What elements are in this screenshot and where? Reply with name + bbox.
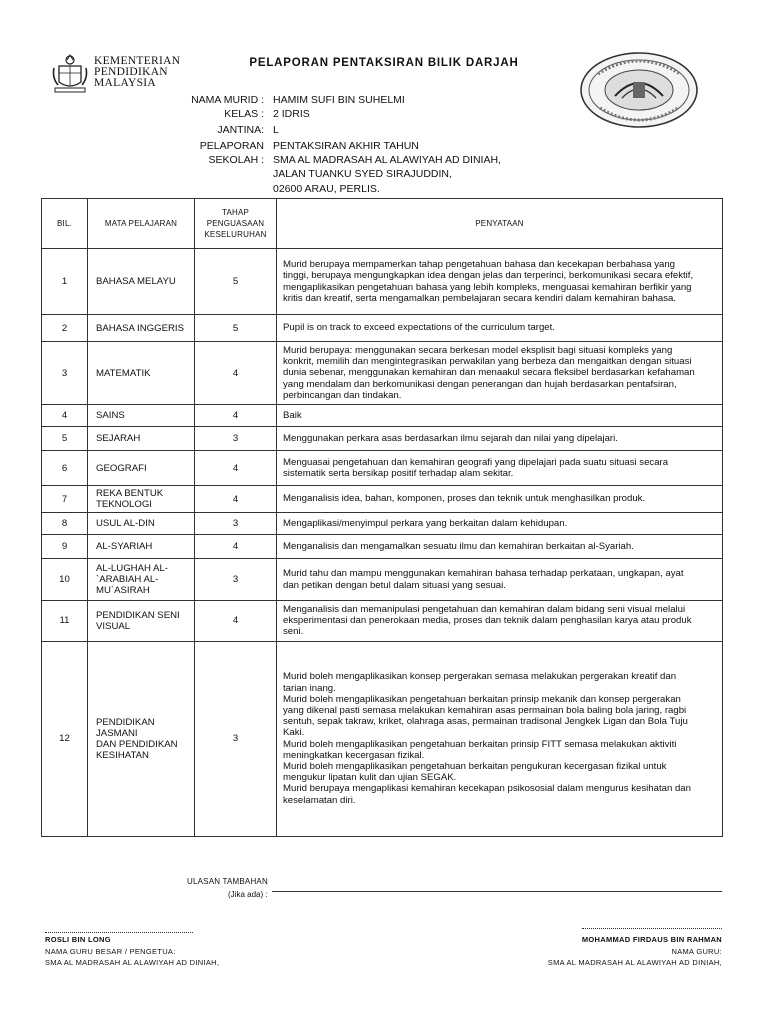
table-row: [42, 249, 723, 315]
statement: [277, 315, 723, 342]
statement-line: Menguasai pengetahuan dan kemahiran geografi yang dipelajari pada suatu situasi secara: [283, 456, 669, 468]
statement-line: Pupil is on track to exceed expectations of the curriculum target.: [283, 322, 555, 334]
teacher-signature-line: [582, 928, 722, 929]
statement-line: Kaki.: [283, 727, 305, 739]
subject-name: [88, 641, 195, 836]
teacher-school: SMA AL MADRASAH AL ALAWIYAH AD DINIAH,: [547, 958, 722, 967]
statement: [277, 559, 723, 601]
subject-name-line: JASMANI: [96, 727, 138, 739]
statement: [277, 641, 723, 836]
subject-name-line: MATEMATIK: [96, 367, 151, 379]
row-number: 7: [42, 486, 88, 513]
statement: [277, 486, 723, 513]
statement: [277, 342, 723, 405]
student-name: HAMIM SUFI BIN SUHELMI: [273, 94, 405, 106]
statement: [277, 405, 723, 427]
statement-line: perbincangan dan tindakan.: [283, 389, 402, 401]
report-type-label: PELAPORAN: [199, 140, 264, 152]
student-name-label: NAMA MURID :: [191, 94, 264, 106]
statement-line: Murid boleh mengaplikasikan pengetahuan berkaitan prinsip mekanik dan konsep pergerakan: [283, 693, 681, 705]
header-level: TAHAP PENGUASAAN KESELURUHAN: [195, 199, 277, 249]
statement: [277, 535, 723, 559]
student-name-row: [0, 94, 768, 108]
mastery-level: 3: [195, 427, 277, 451]
school-label: SEKOLAH :: [208, 154, 264, 166]
mastery-level: 3: [195, 513, 277, 535]
subject-name-line: BAHASA INGGERIS: [96, 322, 184, 334]
principal-role: NAMA GURU BESAR / PENGETUA:: [45, 947, 176, 956]
subject-name: [88, 513, 195, 535]
subject-name-line: TEKNOLOGI: [96, 499, 152, 511]
ministry-name: KEMENTERIAN PENDIDIKAN MALAYSIA: [94, 55, 181, 89]
subject-name: [88, 451, 195, 486]
subject-name: [88, 601, 195, 642]
additional-remarks-note: (Jika ada) :: [228, 890, 268, 899]
subject-name: [88, 342, 195, 405]
subject-name: [88, 315, 195, 342]
class-row: [0, 108, 768, 122]
row-number: 11: [42, 601, 88, 642]
subject-name-line: SEJARAH: [96, 433, 141, 445]
table-row: [42, 559, 723, 601]
table-row: [42, 427, 723, 451]
statement-line: sentuh, sepak takraw, kriket, olahraga asas, permainan tradisonal Jengkek Ligan dan Bola Tuju: [283, 716, 688, 728]
mastery-level: 4: [195, 342, 277, 405]
table-row: [42, 486, 723, 513]
statement-line: dan petikan dengan betul dalam situasi yang sesuai.: [283, 579, 506, 591]
row-number: 5: [42, 427, 88, 451]
report-type-value: PENTAKSIRAN AKHIR TAHUN: [273, 140, 419, 152]
principal-name: ROSLI BIN LONG: [45, 935, 111, 944]
school-value: SMA AL MADRASAH AL ALAWIYAH AD DINIAH,: [273, 154, 501, 166]
statement-line: yang dikenal pasti semasa melakukan kemahiran asas permainan bola baling bola jaring, ragbi: [283, 705, 687, 717]
table-body: [42, 249, 723, 837]
subject-name-line: SAINS: [96, 410, 125, 422]
subject-name-line: BAHASA MELAYU: [96, 276, 176, 287]
row-number: 10: [42, 559, 88, 601]
statement-line: Mengaplikasi/menyimpul perkara yang berkaitan dalam kehidupan.: [283, 517, 568, 529]
table-row: [42, 641, 723, 836]
subject-name: [88, 249, 195, 315]
subject-name: [88, 427, 195, 451]
additional-remarks-label: ULASAN TAMBAHAN: [187, 877, 268, 886]
statement: [277, 513, 723, 535]
address-line-1-row: [0, 168, 768, 182]
header-bil: BIL.: [42, 199, 88, 249]
subject-name: [88, 559, 195, 601]
mastery-level: 4: [195, 486, 277, 513]
subject-name-line: KESIHATAN: [96, 749, 149, 761]
statement-line: meningkatkan kecergasan fizikal.: [283, 749, 425, 761]
mastery-level: 4: [195, 601, 277, 642]
subject-name-line: MU`ASIRAH: [96, 585, 150, 597]
statement-line: Menganalisis idea, bahan, komponen, proses dan teknik untuk menghasilkan produk.: [283, 493, 646, 505]
mastery-level: 5: [195, 249, 277, 315]
statement-line: seni.: [283, 626, 304, 638]
address-line-2-row: [0, 183, 768, 197]
document-title: PELAPORAN PENTAKSIRAN BILIK DARJAH: [249, 57, 519, 69]
subject-name-line: GEOGRAFI: [96, 462, 147, 474]
row-number: 8: [42, 513, 88, 535]
principal-signature-line: [45, 932, 193, 933]
statement-line: Murid berupaya mengaplikasi kemahiran kecekapan psikososial dalam mengurus kesihatan dan: [283, 783, 691, 795]
statement: [277, 601, 723, 642]
table-row: [42, 405, 723, 427]
row-number: 9: [42, 535, 88, 559]
school-address-line-1: JALAN TUANKU SYED SIRAJUDDIN,: [273, 168, 452, 180]
school-row: [0, 154, 768, 168]
table-row: [42, 535, 723, 559]
subject-name: [88, 535, 195, 559]
subject-name-line: PENDIDIKAN SENI: [96, 609, 180, 621]
statement-line: Menganalisis dan mengamalkan sesuatu ilmu dan kemahiran berkaitan al-Syariah.: [283, 540, 634, 552]
principal-school: SMA AL MADRASAH AL ALAWIYAH AD DINIAH,: [45, 958, 220, 967]
row-number: 6: [42, 451, 88, 486]
table-row: [42, 601, 723, 642]
statement-line: eksperimentasi dan penerokaan media, proses dan teknik dalam penghasilan karya atau produk: [283, 615, 692, 627]
mastery-level: 4: [195, 451, 277, 486]
additional-remarks-line: [272, 891, 722, 892]
subject-name-line: REKA BENTUK: [96, 488, 164, 500]
statement: [277, 249, 723, 315]
statement-line: tarian inang.: [283, 682, 336, 694]
subject-name-line: `ARABIAH AL-: [96, 574, 159, 586]
statement-line: Menganalisis dan memanipulasi pengetahuan dan kemahiran dalam bidang seni visual melalui: [283, 604, 686, 616]
statement-line: tinggi, berupaya mengungkapkan idea dengan jelas dan terperinci, berkomunikasi secara efektif,: [283, 270, 694, 282]
row-number: 3: [42, 342, 88, 405]
table-row: [42, 315, 723, 342]
row-number: 12: [42, 641, 88, 836]
table-row: [42, 342, 723, 405]
subject-name: [88, 486, 195, 513]
statement: [277, 427, 723, 451]
statement-line: mengukur lipatan kulit dan ujian SEGAK.: [283, 772, 457, 784]
mastery-level: 3: [195, 641, 277, 836]
statement-line: kritis dan kreatif, serta mengamalkan pembelajaran secara kendiri dalam kemahiran bahasa.: [283, 292, 677, 304]
assessment-table: [41, 198, 723, 837]
statement-line: Murid boleh mengaplikasikan pengetahuan berkaitan pengukuran kecergasan fizikal untuk: [283, 761, 667, 773]
mastery-level: 3: [195, 559, 277, 601]
statement: [277, 451, 723, 486]
gender-label: JANTINA:: [217, 124, 264, 136]
statement-line: Baik: [283, 409, 302, 421]
row-number: 4: [42, 405, 88, 427]
header-subject: MATA PELAJARAN: [88, 199, 195, 249]
row-number: 2: [42, 315, 88, 342]
subject-name: [88, 405, 195, 427]
statement-line: mengaplikasikan pengetahuan bahasa yang lebih kompleks, menguasai kemahiran berfikir yang: [283, 281, 692, 293]
table-row: [42, 451, 723, 486]
school-address-line-2: 02600 ARAU, PERLIS.: [273, 183, 380, 195]
statement-line: sistematik serta bersikap positif terhadap alam sekitar.: [283, 468, 514, 480]
statement-line: Murid berupaya: menggunakan secara berkesan model eksplisit bagi situasi kompleks yang: [283, 345, 673, 356]
class-value: 2 IDRIS: [273, 108, 310, 120]
mastery-level: 4: [195, 535, 277, 559]
class-label: KELAS :: [224, 108, 264, 120]
gender-row: [0, 124, 768, 138]
statement-line: Murid tahu dan mampu menggunakan kemahiran bahasa terhadap perkataan, ungkapan, ayat: [283, 568, 684, 580]
teacher-name: MOHAMMAD FIRDAUS BIN RAHMAN: [581, 935, 722, 944]
subject-name-line: DAN PENDIDIKAN: [96, 738, 178, 750]
statement-line: Murid boleh mengaplikasikan pengetahuan berkaitan prinsip FITT semasa melakukan aktiviti: [283, 738, 677, 750]
row-number: 1: [42, 249, 88, 315]
subject-name-line: AL-SYARIAH: [96, 541, 153, 553]
mastery-level: 4: [195, 405, 277, 427]
statement-line: Murid berupaya mempamerkan tahap pengetahuan bahasa dan kecekapan berbahasa yang: [283, 259, 676, 271]
statement-line: Menggunakan perkara asas berdasarkan ilmu sejarah dan nilai yang dipelajari.: [283, 432, 618, 444]
header-statement: PENYATAAN: [277, 199, 723, 249]
subject-name-line: PENDIDIKAN: [96, 716, 155, 728]
statement-line: yang mendalam dan berkomunikasi dengan penerangan dan hujah berdasarkan pentafsiran,: [283, 378, 677, 390]
teacher-role: NAMA GURU:: [671, 947, 722, 956]
gender-value: L: [273, 124, 279, 136]
table-header-row: [42, 199, 723, 249]
subject-name-line: USUL AL-DIN: [96, 518, 155, 530]
statement-line: dunia sebenar, menggunakan kemahiran dan menaakul secara fleksibel berdasarkan kefahaman: [283, 367, 695, 379]
subject-name-line: AL-LUGHAH AL-: [96, 563, 168, 575]
mastery-level: 5: [195, 315, 277, 342]
statement-line: keselamatan diri.: [283, 794, 356, 806]
table-row: [42, 513, 723, 535]
subject-name-line: VISUAL: [96, 620, 131, 632]
statement-line: konkrit, memilih dan mengintegrasikan perwakilan yang berbeza dan mengaitkan dengan situasi: [283, 356, 692, 368]
statement-line: Murid boleh mengaplikasikan konsep pergerakan semasa melakukan pergerakan kreatif dan: [283, 671, 677, 683]
report-type-row: [0, 140, 768, 154]
